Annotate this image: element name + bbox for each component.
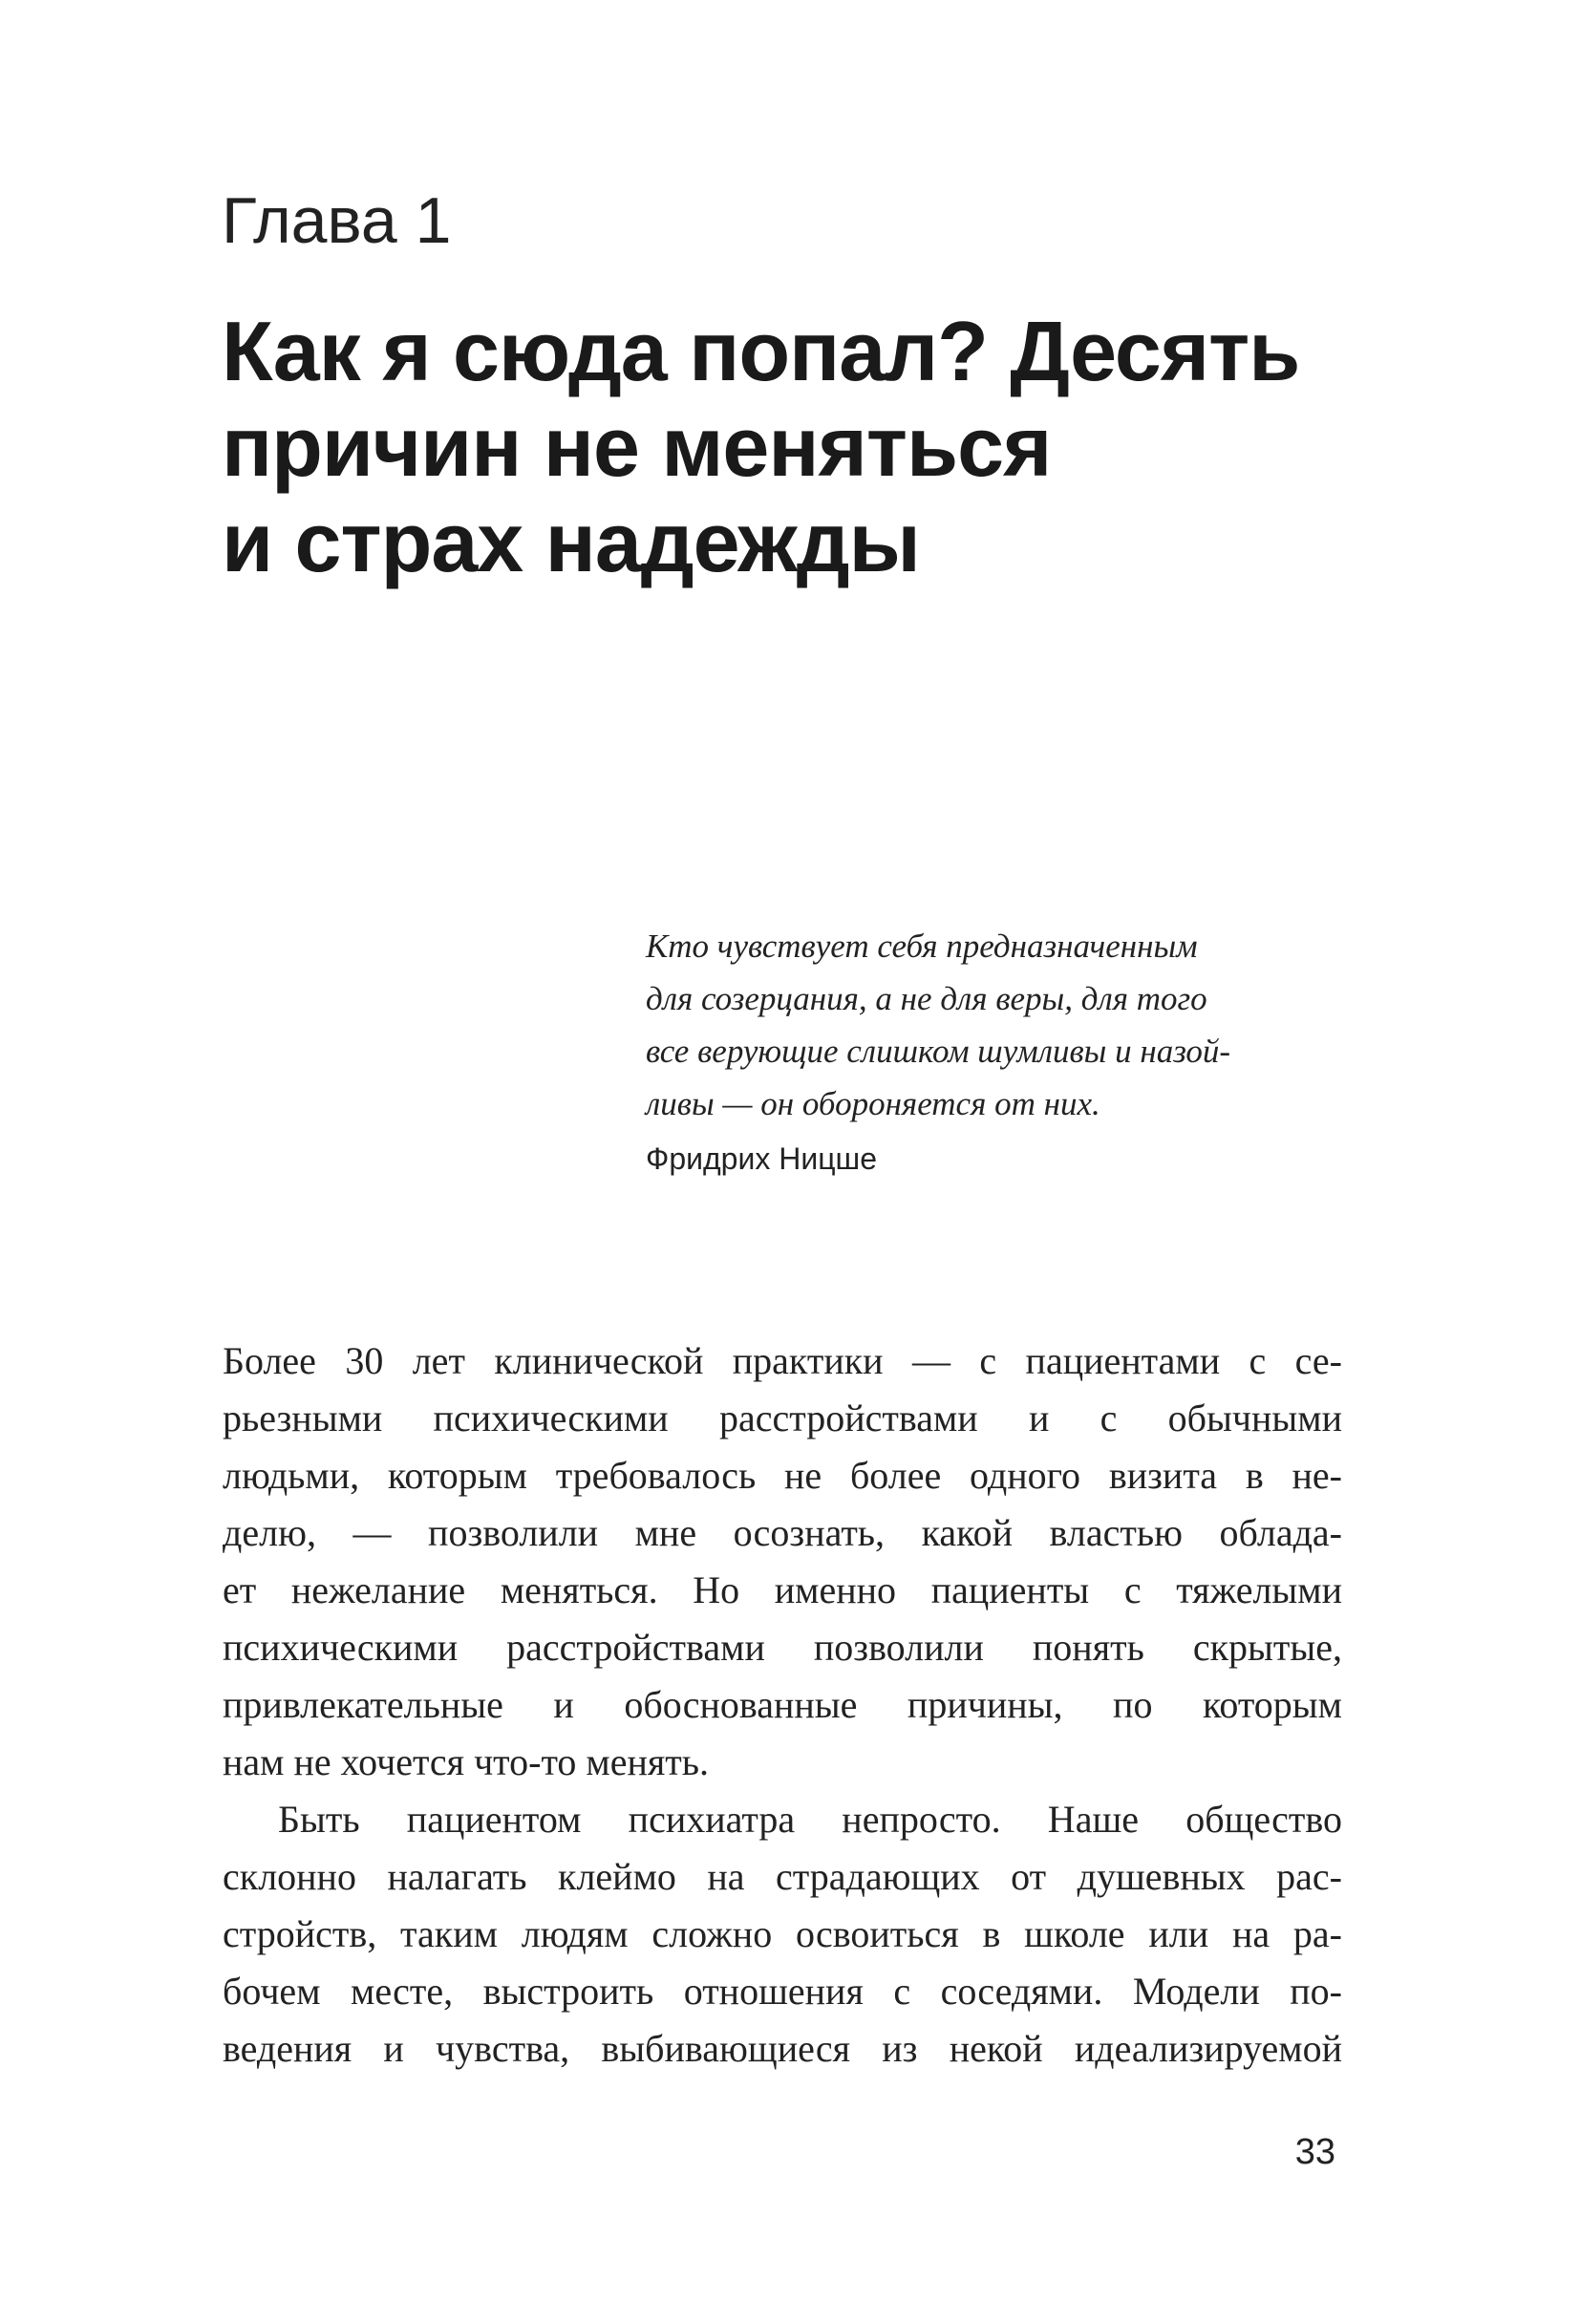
page-number: 33 (1294, 2132, 1335, 2172)
epigraph (646, 920, 1334, 1177)
text-line: нам не хочется что-то менять. (223, 1740, 710, 1783)
text-line: ведения и чувства, выбивающиеся из некой идеализируемой (223, 2027, 1342, 2070)
title-line: и страх надежды (222, 495, 920, 589)
epigraph-line: ливы — он обороняется от них. (646, 1085, 1100, 1122)
text-line: ет нежелание меняться. Но именно пациенты с тяжелыми (223, 1568, 1342, 1611)
text-line: стройств, таким людям сложно освоиться в школе или на ра- (223, 1912, 1342, 1955)
text-line: делю, — позволили мне осознать, какой властью облада- (223, 1511, 1342, 1554)
title-line: причин не меняться (222, 399, 1052, 494)
text-line: психическими расстройствами позволили понять скрытые, (223, 1626, 1342, 1669)
title-line: Как я сюда попал? Десять (222, 304, 1300, 398)
text-line: привлекательные и обоснованные причины, по которым (223, 1683, 1342, 1726)
epigraph-author: Фридрих Ницше (646, 1141, 878, 1176)
body-text (223, 1333, 1342, 2078)
text-line: рьезными психическими расстройствами и с обычными (223, 1397, 1342, 1439)
paragraph-1 (223, 1333, 1342, 1791)
epigraph-line: для созерцания, а не для веры, для того (646, 980, 1207, 1017)
text-line: склонно налагать клеймо на страдающих от душевных рас- (223, 1855, 1342, 1898)
text-line: бочем месте, выстроить отношения с соседями. Модели по- (223, 1970, 1342, 2013)
chapter-label: Глава 1 (222, 184, 452, 257)
text-line: Более 30 лет клинической практики — с пациентами с се- (223, 1339, 1342, 1382)
epigraph-line: Кто чувствует себя предназначенным (646, 927, 1198, 965)
epigraph-line: все верующие слишком шумливы и назой- (646, 1033, 1231, 1070)
paragraph-2 (223, 1791, 1342, 2078)
text-line: Быть пациентом психиатра непросто. Наше общество (278, 1798, 1342, 1841)
chapter-title (222, 304, 1299, 590)
text-line: людьми, которым требовалось не более одного визита в не- (223, 1454, 1342, 1497)
